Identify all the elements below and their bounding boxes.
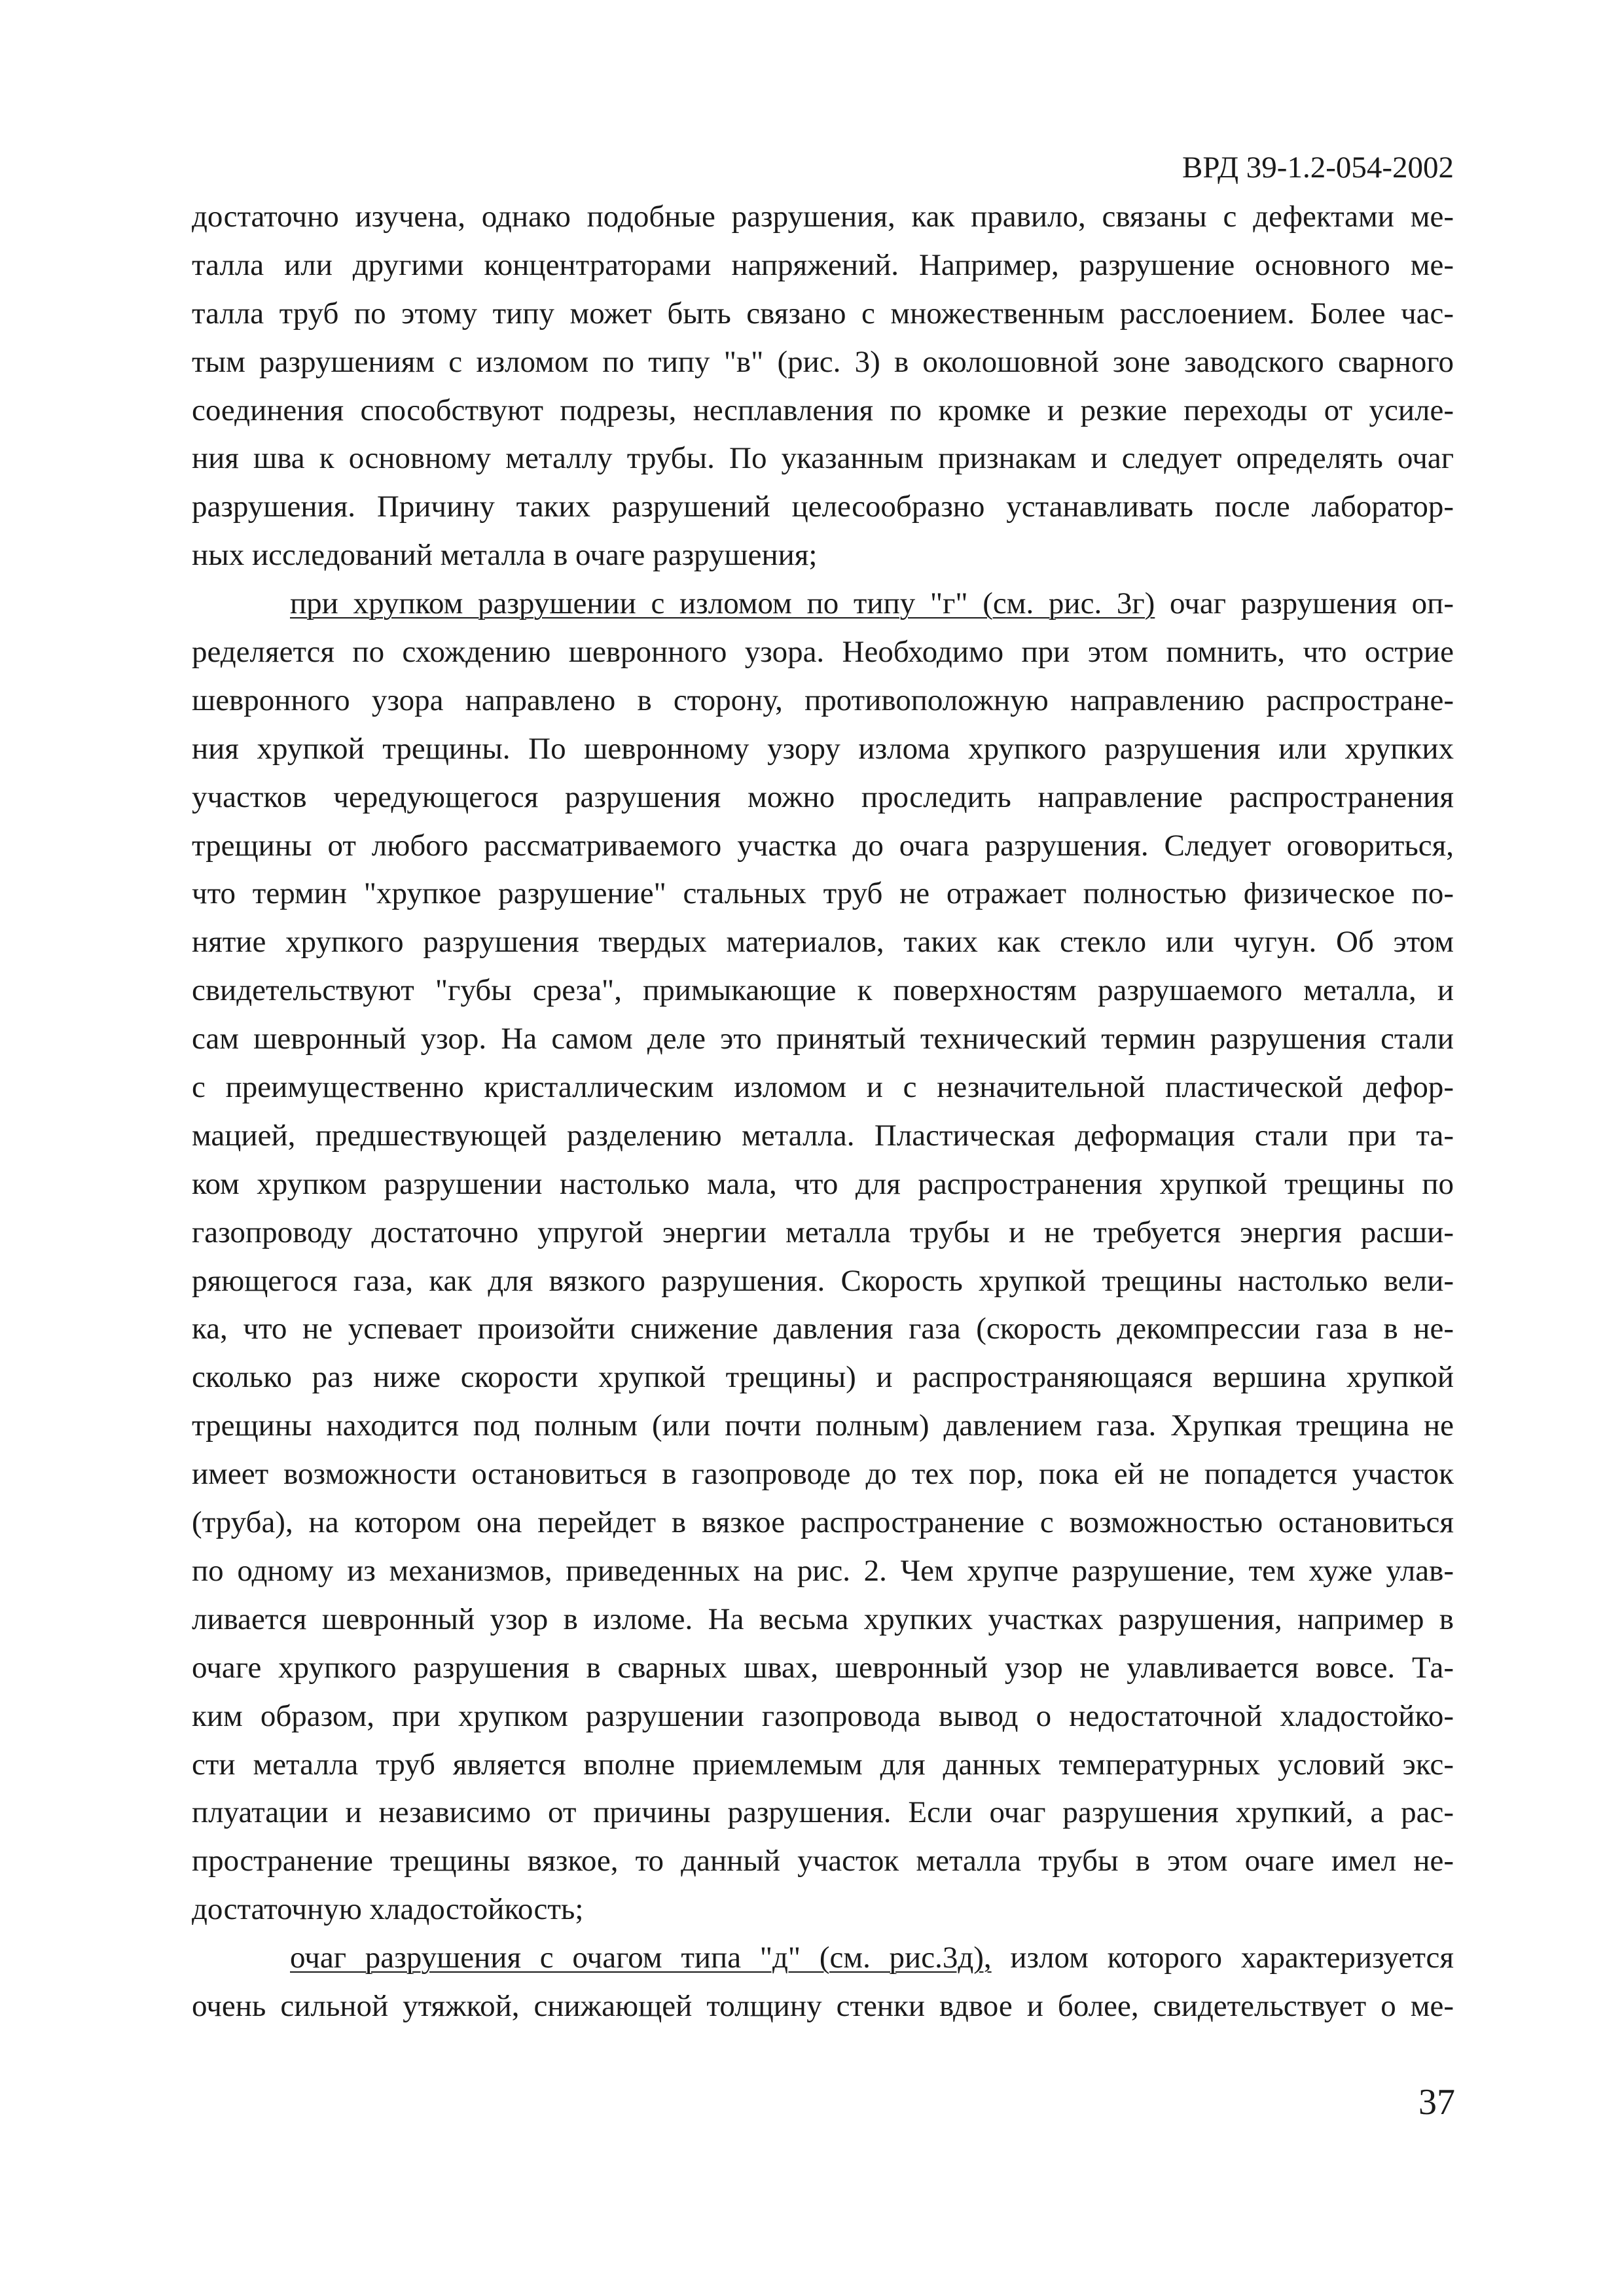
text-line: свидетельствуют "губы среза", примыкающие к поверхностям разрушаемого металла, и: [192, 973, 1454, 1008]
text-line: ким образом, при хрупком разрушении газопровода вывод о недостаточной хладостойко-: [192, 1698, 1454, 1733]
underlined-heading: при хрупком разрушении с изломом по типу "г" (см. рис. 3г): [290, 586, 1155, 621]
text-line: соединения способствуют подрезы, несплавления по кромке и резкие переходы от усиле-: [192, 393, 1454, 427]
text-line: сколько раз ниже скорости хрупкой трещины) и распространяющаяся вершина хрупкой: [192, 1360, 1454, 1395]
text-line: сам шевронный узор. На самом деле это принятый технический термин разрушения стали: [192, 1022, 1454, 1056]
text-line: трещины от любого рассматриваемого участка до очага разрушения. Следует оговориться,: [192, 828, 1454, 863]
text-line: достаточную хладостойкость;: [192, 1892, 584, 1927]
text-line: ливается шевронный узор в изломе. На весьма хрупких участках разрушения, например в: [192, 1602, 1454, 1636]
text-line: талла или другими концентраторами напряжений. Например, разрушение основного ме-: [192, 247, 1454, 282]
text-line: плуатации и независимо от причины разрушения. Если очаг разрушения хрупкий, а рас-: [192, 1795, 1454, 1830]
text-line: ряющегося газа, как для вязкого разрушения. Скорость хрупкой трещины настолько вели-: [192, 1263, 1454, 1298]
text-line: пространение трещины вязкое, то данный участок металла трубы в этом очаге имел не-: [192, 1844, 1454, 1878]
text-line: трещины находится под полным (или почти полным) давлением газа. Хрупкая трещина не: [192, 1408, 1454, 1443]
document-code: ВРД 39-1.2-054-2002: [1182, 151, 1454, 185]
page-body: [192, 193, 1454, 2031]
text-line: тым разрушениям с изломом по типу "в" (рис. 3) в околошовной зоне заводского сварного: [192, 344, 1454, 379]
text-line: имеет возможности остановиться в газопроводе до тех пор, пока ей не попадется участок: [192, 1457, 1454, 1492]
text-fragment: излом которого характеризуется: [991, 1941, 1454, 1975]
text-line: ния шва к основному металлу трубы. По указанным признакам и следует определять очаг: [192, 441, 1454, 476]
text-line: талла труб по этому типу может быть связано с множественным расслоением. Более час-: [192, 296, 1454, 331]
text-line: (труба), на котором она перейдет в вязкое распространение с возможностью остановиться: [192, 1505, 1454, 1540]
text-line: с преимущественно кристаллическим изломом и с незначительной пластической дефор-: [192, 1070, 1454, 1105]
text-line: что термин "хрупкое разрушение" стальных труб не отражает полностью физическое по-: [192, 876, 1454, 911]
text-line: разрушения. Причину таких разрушений целесообразно устанавливать после лаборатор-: [192, 490, 1454, 524]
text-fragment: очаг разрушения оп-: [1155, 586, 1454, 621]
page-number: 37: [1418, 2082, 1455, 2123]
text-line: ных исследований металла в очаге разрушения;: [192, 538, 818, 573]
text-line: ределяется по схождению шевронного узора. Необходимо при этом помнить, что острие: [192, 635, 1454, 670]
text-line: ком хрупком разрушении настолько мала, что для распространения хрупкой трещины по: [192, 1166, 1454, 1201]
text-line: достаточно изучена, однако подобные разрушения, как правило, связаны с дефектами ме-: [192, 200, 1454, 234]
paragraph-3-first-line: [192, 1934, 1454, 1982]
text-line: нятие хрупкого разрушения твердых материалов, таких как стекло или чугун. Об этом: [192, 925, 1454, 960]
text-line: ка, что не успевает произойти снижение давления газа (скорость декомпрессии газа в не-: [192, 1312, 1454, 1346]
text-line: по одному из механизмов, приведенных на рис. 2. Чем хрупче разрушение, тем хуже улав-: [192, 1553, 1454, 1588]
text-line: участков чередующегося разрушения можно проследить направление распространения: [192, 780, 1454, 814]
text-line: ния хрупкой трещины. По шевронному узору излома хрупкого разрушения или хрупких: [192, 731, 1454, 766]
text-line: сти металла труб является вполне приемлемым для данных температурных условий экс-: [192, 1747, 1454, 1782]
text-line: очаге хрупкого разрушения в сварных швах, шевронный узор не улавливается вовсе. Та-: [192, 1650, 1454, 1685]
text-line: газопроводу достаточно упругой энергии металла трубы и не требуется энергия расши-: [192, 1215, 1454, 1249]
text-line: мацией, предшествующей разделению металла. Пластическая деформация стали при та-: [192, 1118, 1454, 1153]
text-line: шевронного узора направлено в сторону, противоположную направлению распростране-: [192, 683, 1454, 717]
underlined-heading: очаг разрушения с очагом типа "д" (см. рис.3д),: [290, 1941, 992, 1975]
text-line: очень сильной утяжкой, снижающей толщину стенки вдвое и более, свидетельствует о ме-: [192, 1988, 1454, 2023]
paragraph-2-first-line: [192, 580, 1454, 628]
